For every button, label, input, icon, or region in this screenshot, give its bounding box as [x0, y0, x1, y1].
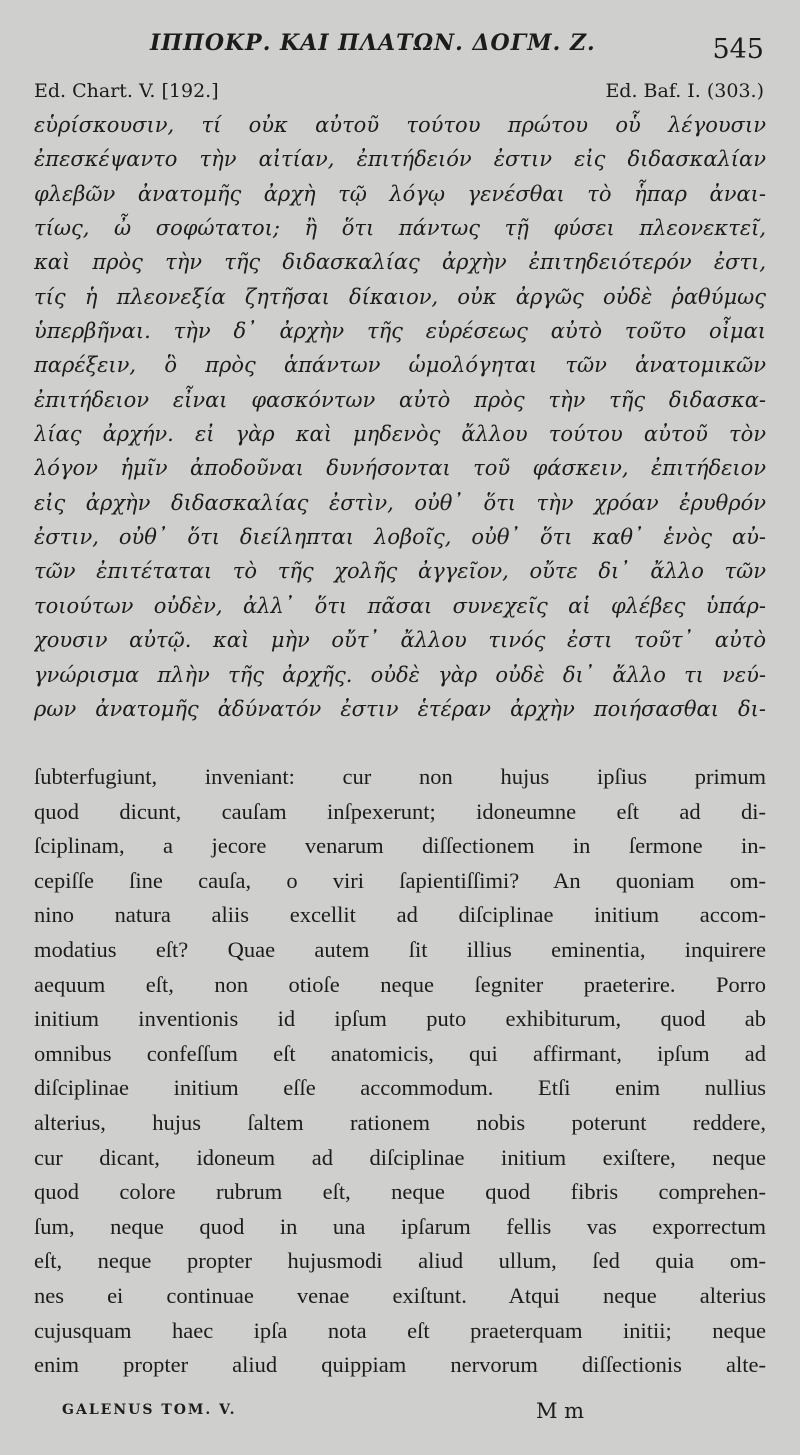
greek-text-line: τῶν ἐπιτέταται τὸ τῆς χολῆς ἀγγεῖον, οὔτε δι᾽ ἄλλο τῶν: [34, 559, 766, 584]
greek-text-line: λόγον ἡμῖν ἀποδοῦναι δυνήσονται τοῦ φάσκειν, ἐπιτήδειον: [34, 456, 766, 481]
greek-text-line: τίως, ὦ σοφώτατοι; ἢ ὅτι πάντως τῇ φύσει πλεονεκτεῖ,: [34, 216, 766, 241]
latin-text-line: diſciplinae initium eſſe accommodum. Etſi enim nullius: [34, 1075, 766, 1101]
edition-reference-right: Ed. Baf. I. (303.): [605, 80, 764, 102]
greek-text-line: καὶ πρὸς τὴν τῆς διδασκαλίας ἀρχὴν ἐπιτηδειότερόν ἐστι,: [34, 250, 766, 275]
latin-text-line: enim propter aliud quippiam nervorum diſſectionis alte-: [34, 1352, 766, 1378]
signature-mark-left: GALENUS TOM. V.: [62, 1402, 237, 1418]
greek-text-line: λίας ἀρχήν. εἰ γὰρ καὶ μηδενὸς ἄλλου τούτου αὐτοῦ τὸν: [34, 422, 766, 447]
greek-text-line: ἐπεσκέψαντο τὴν αἰτίαν, ἐπιτήδειόν ἐστιν εἰς διδασκαλίαν: [34, 147, 766, 172]
latin-text-line: quod colore rubrum eſt, neque quod fibris comprehen-: [34, 1179, 766, 1205]
greek-text-line: γνώρισμα πλὴν τῆς ἀρχῆς. οὐδὲ γὰρ οὐδὲ δι᾽ ἄλλο τι νεύ-: [34, 662, 766, 687]
latin-text-line: cur dicant, idoneum ad diſciplinae initium exiſtere, neque: [34, 1144, 766, 1170]
latin-text-line: omnibus confeſſum eſt anatomicis, qui affirmant, ipſum ad: [34, 1040, 766, 1066]
greek-text-line: εὑρίσκουσιν, τί οὐκ αὐτοῦ τούτου πρώτου οὗ λέγουσιν: [34, 113, 766, 137]
greek-text-line: φλεβῶν ἀνατομῆς ἀρχὴ τῷ λόγῳ γενέσθαι τὸ ἧπαρ ἀναι-: [34, 181, 766, 206]
greek-text-line: ἐπιτήδειον εἶναι φασκόντων αὐτὸ πρὸς τὴν τῆς διδασκα-: [34, 387, 766, 412]
latin-text-line: cujusquam haec ipſa nota eſt praeterquam initii; neque: [34, 1317, 766, 1343]
greek-text-line: χουσιν αὐτῷ. καὶ μὴν οὔτ᾽ ἄλλου τινός ἐστι τοῦτ᾽ αὐτὸ: [34, 628, 766, 653]
greek-text-line: εἰς ἀρχὴν διδασκαλίας ἐστὶν, οὐθ᾽ ὅτι τὴν χρόαν ἐρυθρόν: [34, 490, 766, 515]
latin-text-line: aequum eſt, non otioſe neque ſegniter praeterire. Porro: [34, 971, 766, 997]
latin-text-block: [34, 760, 766, 1383]
greek-text-line: ρων ἀνατομῆς ἀδύνατόν ἐστιν ἑτέραν ἀρχὴν ποιήσασθαι δι-: [34, 696, 766, 721]
latin-text-line: cepiſſe ſine cauſa, o viri ſapientiſſimi? An quoniam om-: [34, 867, 766, 893]
greek-text-line: ἐστιν, οὐθ᾽ ὅτι διείληπται λοβοῖς, οὐθ᾽ ὅτι καθ᾽ ἑνὸς αὐ-: [34, 525, 766, 550]
latin-text-line: modatius eſt? Quae autem ſit illius eminentia, inquirere: [34, 936, 766, 962]
latin-text-line: ſciplinam, a jecore venarum diſſectionem in ſermone in-: [34, 833, 766, 859]
running-head: ΙΠΠΟΚΡ. ΚΑΙ ΠΛΑΤΩΝ. ΔΟΓΜ. Ζ.: [150, 30, 596, 56]
greek-text-line: παρέξειν, ὃ πρὸς ἁπάντων ὡμολόγηται τῶν ἀνατομικῶν: [34, 353, 766, 378]
page-number: 545: [712, 34, 764, 65]
latin-text-line: eſt, neque propter hujusmodi aliud ullum, ſed quia om-: [34, 1248, 766, 1274]
edition-reference-left: Ed. Chart. V. [192.]: [34, 80, 219, 102]
latin-text-line: alterius, hujus ſaltem rationem nobis poterunt reddere,: [34, 1109, 766, 1135]
greek-text-line: τοιούτων οὐδὲν, ἀλλ᾽ ὅτι πᾶσαι συνεχεῖς αἱ φλέβες ὑπάρ-: [34, 593, 766, 618]
latin-text-line: ſubterfugiunt, inveniant: cur non hujus ipſius primum: [34, 764, 766, 789]
greek-text-block: [34, 108, 766, 726]
latin-text-line: nino natura aliis excellit ad diſciplinae initium accom-: [34, 902, 766, 928]
greek-text-line: ὑπερβῆναι. τὴν δ᾽ ἀρχὴν τῆς εὑρέσεως αὐτὸ τοῦτο οἶμαι: [34, 319, 766, 344]
latin-text-line: nes ei continuae venae exiſtunt. Atqui neque alterius: [34, 1282, 766, 1308]
greek-text-line: τίς ἡ πλεονεξία ζητῆσαι δίκαιον, οὐκ ἀργῶς οὐδὲ ῥαθύμως: [34, 284, 766, 309]
signature-mark-right: M m: [536, 1399, 585, 1423]
latin-text-line: ſum, neque quod in una ipſarum fellis vas exporrectum: [34, 1213, 766, 1239]
latin-text-line: initium inventionis id ipſum puto exhibiturum, quod ab: [34, 1006, 766, 1032]
latin-text-line: quod dicunt, cauſam inſpexerunt; idoneumne eſt ad di-: [34, 798, 766, 824]
